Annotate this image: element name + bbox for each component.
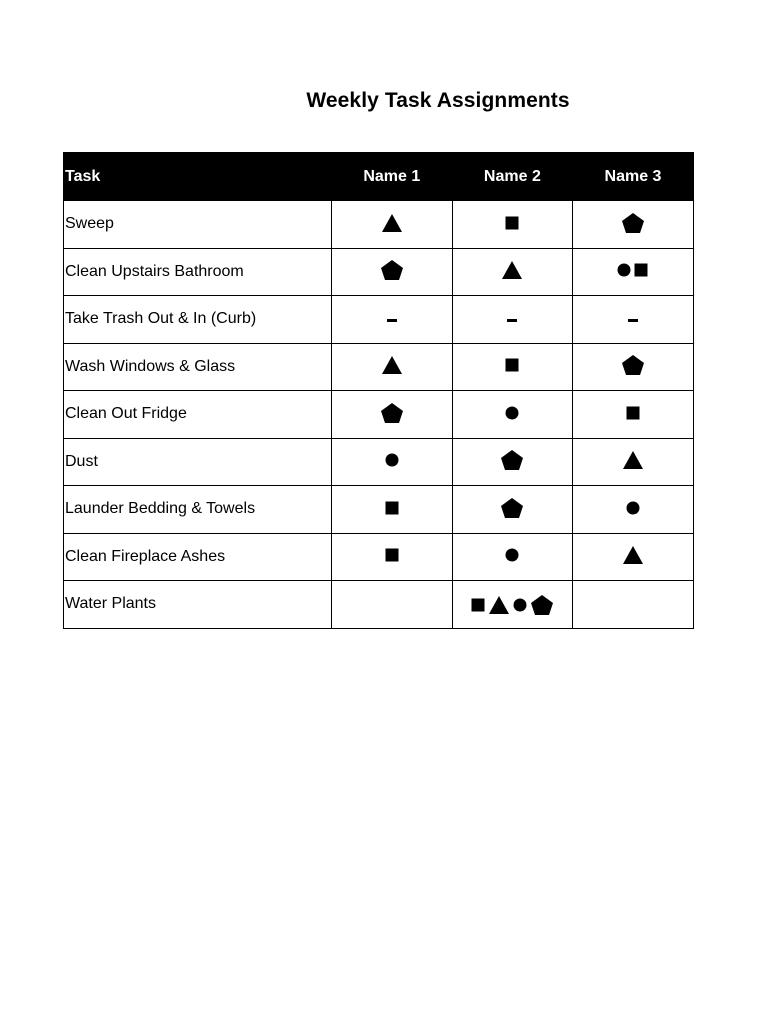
assignment-marks (626, 404, 640, 420)
assignment-cell-name-2 (452, 296, 573, 344)
assignment-marks (622, 448, 644, 470)
table-body (64, 201, 694, 629)
assignment-marks (385, 546, 399, 562)
assignment-cell-name-2 (452, 438, 573, 486)
assignment-cell-name-1 (332, 438, 453, 486)
square-icon (385, 548, 399, 562)
assignment-marks (505, 546, 519, 562)
circle-icon (617, 263, 631, 277)
assignment-marks (387, 317, 397, 323)
assignment-marks (505, 356, 519, 372)
pentagon-icon (380, 402, 404, 424)
table-row (64, 201, 694, 249)
circle-icon (505, 548, 519, 562)
assignment-marks (621, 352, 645, 376)
page-title: Weekly Task Assignments (306, 89, 570, 112)
dash-icon (628, 319, 638, 323)
task-name: Clean Fireplace Ashes (64, 533, 332, 581)
pentagon-icon (380, 259, 404, 281)
triangle-icon (381, 213, 403, 233)
assignment-marks (505, 404, 519, 420)
assignment-cell-name-2 (452, 533, 573, 581)
pentagon-icon (500, 497, 524, 519)
assignment-marks (505, 214, 519, 230)
square-icon (505, 358, 519, 372)
task-name: Sweep (64, 201, 332, 249)
assignment-cell-name-3 (573, 391, 694, 439)
assignment-cell-name-1 (332, 201, 453, 249)
triangle-icon (622, 450, 644, 470)
assignment-cell-name-3 (573, 343, 694, 391)
column-header-name-1: Name 1 (332, 153, 453, 201)
assignment-marks (380, 257, 404, 281)
assignment-cell-name-1 (332, 248, 453, 296)
assignment-cell-name-2 (452, 391, 573, 439)
assignment-marks (385, 499, 399, 515)
task-name: Wash Windows & Glass (64, 343, 332, 391)
assignment-cell-name-1 (332, 391, 453, 439)
assignment-marks (622, 543, 644, 565)
dash-icon (507, 319, 517, 323)
circle-icon (505, 406, 519, 420)
table-row (64, 533, 694, 581)
task-assignment-table (63, 152, 694, 629)
task-name: Take Trash Out & In (Curb) (64, 296, 332, 344)
task-name: Dust (64, 438, 332, 486)
assignment-cell-name-2 (452, 581, 573, 629)
table-row (64, 486, 694, 534)
assignment-marks (385, 451, 399, 467)
assignment-marks (507, 317, 517, 323)
assignment-cell-name-1 (332, 343, 453, 391)
square-icon (471, 598, 485, 612)
square-icon (626, 406, 640, 420)
table-row (64, 296, 694, 344)
assignment-cell-name-1 (332, 296, 453, 344)
assignment-marks (626, 499, 640, 515)
assignment-cell-name-1 (332, 486, 453, 534)
assignment-cell-name-3 (573, 438, 694, 486)
table-row (64, 248, 694, 296)
triangle-icon (501, 260, 523, 280)
assignment-cell-name-2 (452, 248, 573, 296)
pentagon-icon (530, 594, 554, 616)
square-icon (634, 263, 648, 277)
assignment-cell-name-1 (332, 581, 453, 629)
assignment-cell-name-3 (573, 296, 694, 344)
task-name: Launder Bedding & Towels (64, 486, 332, 534)
assignment-cell-name-2 (452, 486, 573, 534)
pentagon-icon (621, 212, 645, 234)
assignment-cell-name-2 (452, 201, 573, 249)
square-icon (385, 501, 399, 515)
assignment-marks (381, 211, 403, 233)
table-row (64, 438, 694, 486)
assignment-marks (628, 317, 638, 323)
assignment-cell-name-3 (573, 201, 694, 249)
task-name: Clean Out Fridge (64, 391, 332, 439)
assignment-marks (380, 400, 404, 424)
assignment-marks (621, 210, 645, 234)
table-row (64, 581, 694, 629)
column-header-task: Task (64, 153, 332, 201)
table-row (64, 343, 694, 391)
circle-icon (513, 598, 527, 612)
triangle-icon (622, 545, 644, 565)
task-name: Water Plants (64, 581, 332, 629)
square-icon (505, 216, 519, 230)
assignment-cell-name-3 (573, 581, 694, 629)
triangle-icon (488, 595, 510, 615)
header-row (64, 153, 694, 201)
pentagon-icon (621, 354, 645, 376)
task-name: Clean Upstairs Bathroom (64, 248, 332, 296)
assignment-marks (617, 261, 648, 277)
assignment-marks (381, 353, 403, 375)
column-header-name-2: Name 2 (452, 153, 573, 201)
pentagon-icon (500, 449, 524, 471)
circle-icon (385, 453, 399, 467)
assignment-marks (471, 592, 554, 616)
assignment-marks (500, 447, 524, 471)
assignment-marks (500, 495, 524, 519)
table-row (64, 391, 694, 439)
circle-icon (626, 501, 640, 515)
dash-icon (387, 319, 397, 323)
assignment-cell-name-2 (452, 343, 573, 391)
assignment-cell-name-3 (573, 248, 694, 296)
column-header-name-3: Name 3 (573, 153, 694, 201)
assignment-marks (501, 258, 523, 280)
triangle-icon (381, 355, 403, 375)
assignment-cell-name-3 (573, 486, 694, 534)
assignment-cell-name-3 (573, 533, 694, 581)
assignment-cell-name-1 (332, 533, 453, 581)
